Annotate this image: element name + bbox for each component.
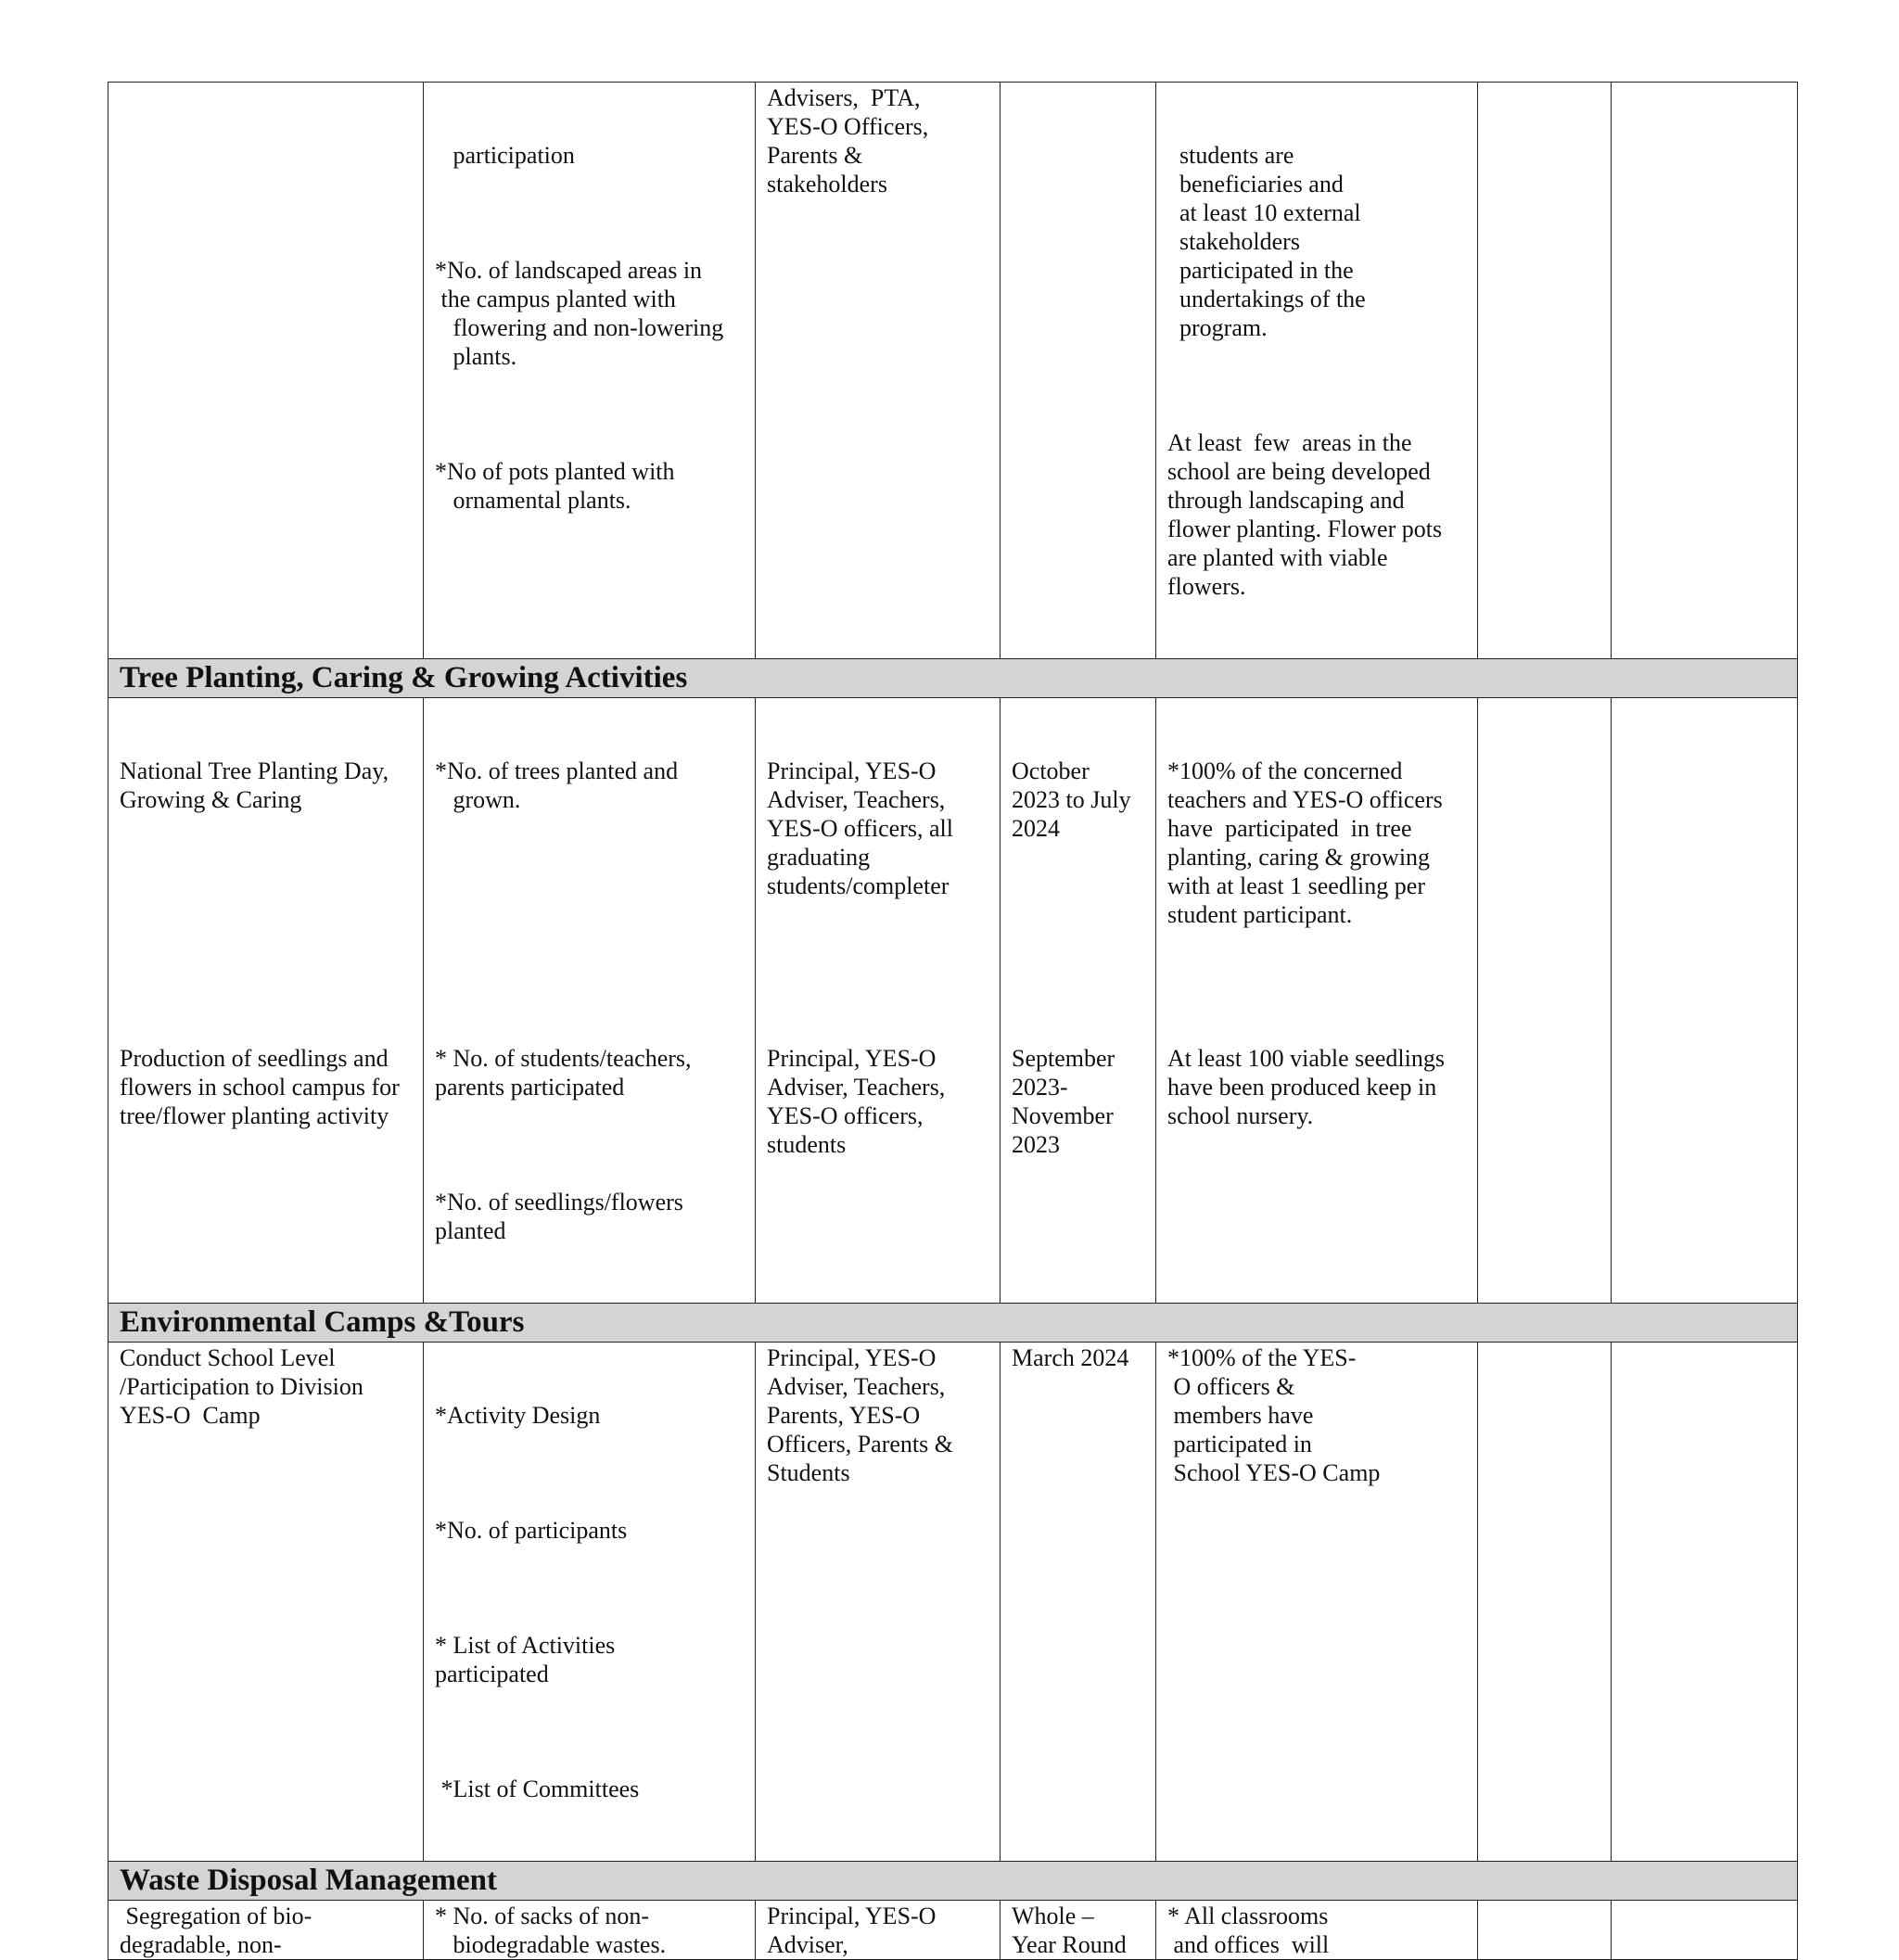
plan-table [108, 82, 1798, 1960]
table-row [108, 1901, 1798, 1960]
empty-cell [1478, 698, 1612, 1304]
indicators-cell [424, 1343, 756, 1862]
indicators-cell: * No. of sacks of non- biodegradable wastes. [424, 1901, 756, 1960]
table-row [108, 83, 1798, 659]
persons-cell: Principal, YES-O Adviser, Teachers, Parents, YES-O Officers, Parents & Students [756, 1343, 1000, 1862]
table-row [108, 1343, 1798, 1862]
section-row [108, 1304, 1798, 1343]
section-heading: Tree Planting, Caring & Growing Activities [108, 659, 1798, 698]
empty-cell [1612, 83, 1798, 659]
persons-text: Principal, YES-O Adviser, Teachers, YES-O officers, all graduating students/completer [767, 757, 953, 899]
activity-text: National Tree Planting Day, Growing & Caring [120, 757, 389, 813]
section-row [108, 1862, 1798, 1901]
activity-cell: Conduct School Level /Participation to Division YES-O Camp [108, 1343, 424, 1862]
outcome-cell [1156, 698, 1478, 1304]
persons-cell: Principal, YES-O Adviser, [756, 1901, 1000, 1960]
empty-cell [1612, 1343, 1798, 1862]
activity-cell [108, 698, 424, 1304]
empty-cell [1478, 1901, 1612, 1960]
time-frame-text: September 2023- November 2023 [1012, 1045, 1115, 1158]
indicator-text: *Activity Design [435, 1402, 601, 1429]
indicator-text: * No. of students/teachers, parents participated [435, 1045, 692, 1101]
empty-cell [1478, 1343, 1612, 1862]
time-frame-cell: March 2024 [1000, 1343, 1156, 1862]
activity-text: Production of seedlings and flowers in school campus for tree/flower planting activity [120, 1045, 400, 1129]
indicator-text: *List of Committees [435, 1775, 640, 1802]
indicator-text: participation [435, 142, 575, 169]
empty-cell [1478, 83, 1612, 659]
outcome-text: At least few areas in the school are being developed through landscaping and flower planting. Flower pots are planted with viable flowers. [1167, 429, 1443, 600]
indicator-text: *No. of landscaped areas in the campus planted with flowering and non-lowering plants. [435, 257, 724, 370]
outcome-text: *100% of the concerned teachers and YES-O officers have participated in tree planting, caring & growing with at least 1 seedling per student participant. [1167, 757, 1443, 928]
indicators-cell [424, 83, 756, 659]
section-heading: Environmental Camps &Tours [108, 1304, 1798, 1343]
persons-text: Principal, YES-O Adviser, Teachers, YES-O officers, students [767, 1045, 946, 1158]
indicator-text: *No of pots planted with ornamental plants. [435, 458, 675, 514]
indicator-text: *No. of participants [435, 1517, 628, 1544]
outcome-text: At least 100 viable seedlings have been produced keep in school nursery. [1167, 1045, 1445, 1129]
empty-cell [1612, 698, 1798, 1304]
outcome-cell: * All classrooms and offices will [1156, 1901, 1478, 1960]
time-frame-cell: Whole – Year Round [1000, 1901, 1156, 1960]
section-row [108, 659, 1798, 698]
section-heading: Waste Disposal Management [108, 1862, 1798, 1901]
outcome-text: students are beneficiaries and at least 10 external stakeholders participated in the undertakings of the program. [1179, 142, 1366, 341]
indicator-text: *No. of seedlings/flowers planted [435, 1189, 683, 1244]
time-frame-cell [1000, 698, 1156, 1304]
indicator-text: * List of Activities participated [435, 1632, 616, 1687]
persons-cell [756, 698, 1000, 1304]
outcome-cell [1156, 83, 1478, 659]
empty-cell [1612, 1901, 1798, 1960]
time-frame-text: October 2023 to July 2024 [1012, 757, 1131, 842]
activity-cell: Segregation of bio- degradable, non- [108, 1901, 424, 1960]
indicator-text: *No. of trees planted and grown. [435, 757, 679, 813]
time-frame-cell [1000, 83, 1156, 659]
persons-cell: Advisers, PTA, YES-O Officers, Parents & stakeholders [756, 83, 1000, 659]
outcome-cell: *100% of the YES- O officers & members have participated in School YES-O Camp [1156, 1343, 1478, 1862]
indicators-cell [424, 698, 756, 1304]
table-row [108, 698, 1798, 1304]
activity-cell [108, 83, 424, 659]
